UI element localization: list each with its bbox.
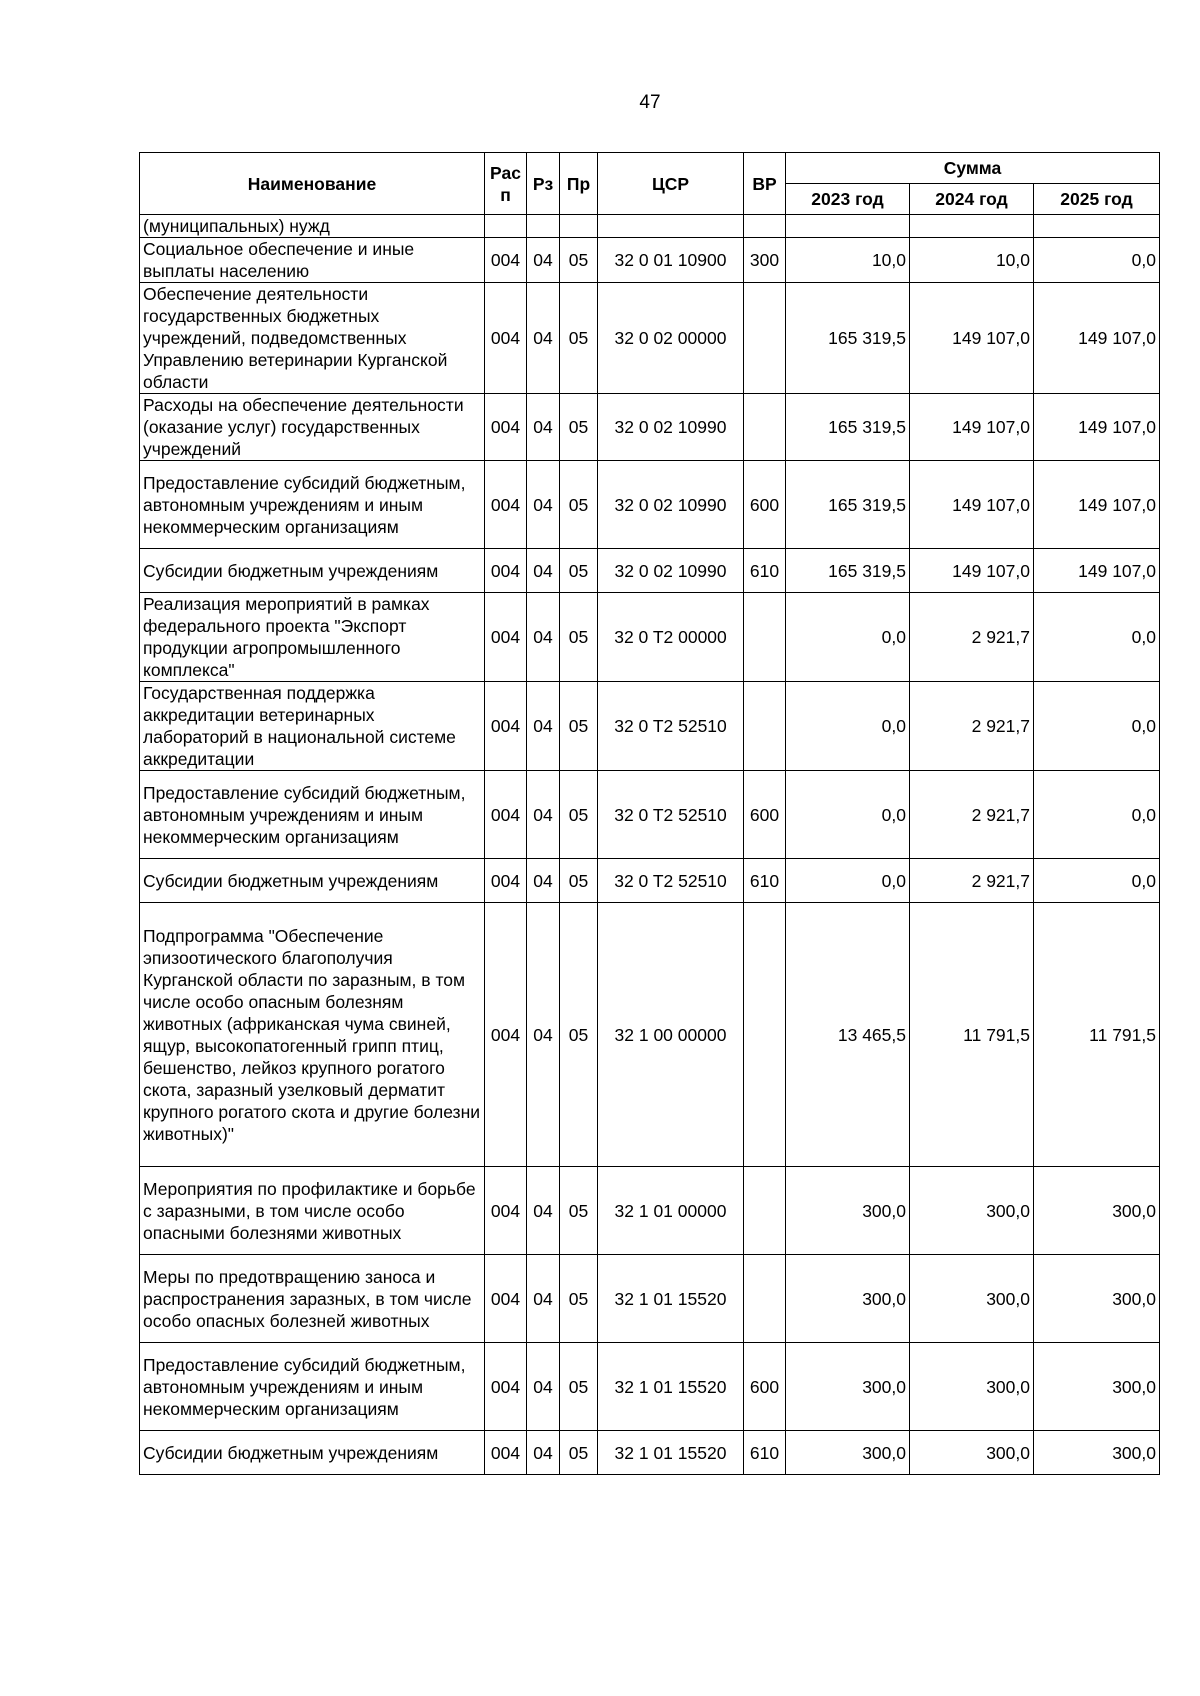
header-csr: ЦСР — [598, 153, 744, 215]
row-csr: 32 0 T2 52510 — [598, 682, 744, 771]
row-value-2024: 2 921,7 — [910, 859, 1034, 903]
row-value-2024: 300,0 — [910, 1431, 1034, 1475]
row-csr: 32 1 01 15520 — [598, 1431, 744, 1475]
row-name: Расходы на обеспечение деятельности (оказание услуг) государственных учреждений — [140, 394, 485, 461]
row-name: Предоставление субсидий бюджетным, автономным учреждениям и иным некоммерческим организациям — [140, 1343, 485, 1431]
row-rasp: 004 — [485, 771, 527, 859]
row-name: Меры по предотвращению заноса и распространения заразных, в том числе особо опасных болезней животных — [140, 1255, 485, 1343]
row-value-2025: 11 791,5 — [1034, 903, 1160, 1167]
row-rz: 04 — [527, 394, 560, 461]
row-value-2024: 300,0 — [910, 1255, 1034, 1343]
table-row — [140, 283, 1160, 394]
table-row — [140, 1167, 1160, 1255]
row-value-2023: 13 465,5 — [786, 903, 910, 1167]
row-vr — [744, 903, 786, 1167]
row-rasp: 004 — [485, 859, 527, 903]
row-rasp: 004 — [485, 682, 527, 771]
table-body — [140, 215, 1160, 1475]
row-vr: 610 — [744, 859, 786, 903]
row-csr: 32 0 T2 52510 — [598, 771, 744, 859]
row-pr: 05 — [560, 771, 598, 859]
row-rz: 04 — [527, 238, 560, 283]
row-pr: 05 — [560, 859, 598, 903]
row-value-2025: 149 107,0 — [1034, 394, 1160, 461]
row-name: Государственная поддержка аккредитации ветеринарных лабораторий в национальной системе аккредитации — [140, 682, 485, 771]
header-rasp: Рас п — [485, 153, 527, 215]
row-value-2024: 149 107,0 — [910, 461, 1034, 549]
row-rz: 04 — [527, 1167, 560, 1255]
row-vr — [744, 1255, 786, 1343]
row-value-2023: 300,0 — [786, 1167, 910, 1255]
row-pr: 05 — [560, 1167, 598, 1255]
row-rasp: 004 — [485, 1167, 527, 1255]
row-value-2024: 2 921,7 — [910, 682, 1034, 771]
row-vr: 600 — [744, 461, 786, 549]
row-value-2023: 165 319,5 — [786, 394, 910, 461]
row-pr: 05 — [560, 682, 598, 771]
row-rasp: 004 — [485, 283, 527, 394]
row-value-2025: 0,0 — [1034, 771, 1160, 859]
page-number: 47 — [639, 92, 661, 113]
row-vr — [744, 1167, 786, 1255]
row-name: Предоставление субсидий бюджетным, автономным учреждениям и иным некоммерческим организациям — [140, 771, 485, 859]
row-vr: 610 — [744, 549, 786, 593]
row-value-2023: 10,0 — [786, 238, 910, 283]
row-rz: 04 — [527, 549, 560, 593]
row-value-2023: 0,0 — [786, 682, 910, 771]
row-vr — [744, 215, 786, 238]
row-value-2025: 300,0 — [1034, 1343, 1160, 1431]
row-value-2023: 165 319,5 — [786, 549, 910, 593]
row-value-2023 — [786, 215, 910, 238]
row-vr — [744, 394, 786, 461]
row-value-2024: 2 921,7 — [910, 771, 1034, 859]
budget-table — [139, 152, 1160, 1475]
header-name: Наименование — [140, 153, 485, 215]
row-value-2025: 149 107,0 — [1034, 461, 1160, 549]
table-row — [140, 771, 1160, 859]
row-pr: 05 — [560, 1343, 598, 1431]
row-rasp: 004 — [485, 394, 527, 461]
row-name: Субсидии бюджетным учреждениям — [140, 1431, 485, 1475]
row-name: Мероприятия по профилактике и борьбе с заразными, в том числе особо опасными болезнями животных — [140, 1167, 485, 1255]
row-value-2023: 165 319,5 — [786, 461, 910, 549]
row-value-2023: 0,0 — [786, 859, 910, 903]
header-summa: Сумма — [786, 153, 1160, 184]
row-csr: 32 1 01 15520 — [598, 1255, 744, 1343]
row-value-2024: 149 107,0 — [910, 283, 1034, 394]
table-row — [140, 461, 1160, 549]
row-rasp: 004 — [485, 593, 527, 682]
row-value-2025: 0,0 — [1034, 682, 1160, 771]
row-value-2025: 0,0 — [1034, 859, 1160, 903]
header-pr: Пр — [560, 153, 598, 215]
row-name: (муниципальных) нужд — [140, 215, 485, 238]
table-row — [140, 1255, 1160, 1343]
row-csr — [598, 215, 744, 238]
row-pr: 05 — [560, 394, 598, 461]
table-row — [140, 394, 1160, 461]
row-rz: 04 — [527, 1255, 560, 1343]
row-rasp: 004 — [485, 1343, 527, 1431]
table-row — [140, 215, 1160, 238]
row-value-2024: 300,0 — [910, 1343, 1034, 1431]
row-rz: 04 — [527, 771, 560, 859]
row-value-2024: 149 107,0 — [910, 394, 1034, 461]
row-value-2024: 2 921,7 — [910, 593, 1034, 682]
row-value-2025: 300,0 — [1034, 1255, 1160, 1343]
row-value-2023: 300,0 — [786, 1343, 910, 1431]
row-value-2023: 300,0 — [786, 1255, 910, 1343]
header-rz: Рз — [527, 153, 560, 215]
row-csr: 32 0 02 00000 — [598, 283, 744, 394]
table-row — [140, 549, 1160, 593]
row-value-2025 — [1034, 215, 1160, 238]
row-value-2024 — [910, 215, 1034, 238]
row-value-2023: 0,0 — [786, 593, 910, 682]
row-name: Субсидии бюджетным учреждениям — [140, 549, 485, 593]
row-value-2023: 0,0 — [786, 771, 910, 859]
row-rasp: 004 — [485, 1431, 527, 1475]
header-year-2024: 2024 год — [910, 184, 1034, 215]
row-csr: 32 0 02 10990 — [598, 461, 744, 549]
row-rasp: 004 — [485, 903, 527, 1167]
row-rasp: 004 — [485, 238, 527, 283]
row-value-2025: 0,0 — [1034, 238, 1160, 283]
row-vr: 600 — [744, 771, 786, 859]
table-row — [140, 593, 1160, 682]
row-name: Реализация мероприятий в рамках федерального проекта "Экспорт продукции агропромышленного комплекса" — [140, 593, 485, 682]
row-name: Подпрограмма "Обеспечение эпизоотического благополучия Курганской области по заразным, в том числе особо опасным болезням животных (африканская чума свиней, ящур, высокопатогенный грипп птиц, бешенство, лейкоз крупного рогатого скота, заразный узелковый дерматит крупного рогатого скота и другие болезни животных)" — [140, 903, 485, 1167]
row-pr — [560, 215, 598, 238]
row-value-2025: 0,0 — [1034, 593, 1160, 682]
row-vr: 600 — [744, 1343, 786, 1431]
row-pr: 05 — [560, 1431, 598, 1475]
row-name: Субсидии бюджетным учреждениям — [140, 859, 485, 903]
row-pr: 05 — [560, 593, 598, 682]
table-header — [140, 153, 1160, 215]
row-csr: 32 0 01 10900 — [598, 238, 744, 283]
row-value-2025: 149 107,0 — [1034, 549, 1160, 593]
row-rz: 04 — [527, 1431, 560, 1475]
header-vr: ВР — [744, 153, 786, 215]
row-value-2025: 149 107,0 — [1034, 283, 1160, 394]
row-rasp: 004 — [485, 1255, 527, 1343]
row-value-2024: 300,0 — [910, 1167, 1034, 1255]
row-vr — [744, 283, 786, 394]
row-rz: 04 — [527, 682, 560, 771]
table-row — [140, 1343, 1160, 1431]
row-csr: 32 0 02 10990 — [598, 549, 744, 593]
table-row — [140, 859, 1160, 903]
row-csr: 32 0 T2 52510 — [598, 859, 744, 903]
table-row — [140, 682, 1160, 771]
table-row — [140, 1431, 1160, 1475]
row-vr — [744, 682, 786, 771]
row-vr: 300 — [744, 238, 786, 283]
row-pr: 05 — [560, 549, 598, 593]
row-csr: 32 0 T2 00000 — [598, 593, 744, 682]
row-value-2023: 165 319,5 — [786, 283, 910, 394]
row-csr: 32 0 02 10990 — [598, 394, 744, 461]
row-csr: 32 1 01 00000 — [598, 1167, 744, 1255]
row-rz: 04 — [527, 283, 560, 394]
row-value-2024: 149 107,0 — [910, 549, 1034, 593]
row-rz: 04 — [527, 1343, 560, 1431]
row-pr: 05 — [560, 461, 598, 549]
row-pr: 05 — [560, 1255, 598, 1343]
row-csr: 32 1 00 00000 — [598, 903, 744, 1167]
row-name: Предоставление субсидий бюджетным, автономным учреждениям и иным некоммерческим организациям — [140, 461, 485, 549]
row-rz: 04 — [527, 461, 560, 549]
header-year-2025: 2025 год — [1034, 184, 1160, 215]
row-name: Обеспечение деятельности государственных бюджетных учреждений, подведомственных Управлению ветеринарии Курганской области — [140, 283, 485, 394]
row-value-2023: 300,0 — [786, 1431, 910, 1475]
row-pr: 05 — [560, 283, 598, 394]
row-rasp: 004 — [485, 461, 527, 549]
table-row — [140, 238, 1160, 283]
row-csr: 32 1 01 15520 — [598, 1343, 744, 1431]
row-rz: 04 — [527, 903, 560, 1167]
row-value-2024: 11 791,5 — [910, 903, 1034, 1167]
row-rasp: 004 — [485, 549, 527, 593]
row-pr: 05 — [560, 903, 598, 1167]
row-value-2024: 10,0 — [910, 238, 1034, 283]
row-value-2025: 300,0 — [1034, 1431, 1160, 1475]
table-row — [140, 903, 1160, 1167]
row-vr: 610 — [744, 1431, 786, 1475]
row-name: Социальное обеспечение и иные выплаты населению — [140, 238, 485, 283]
row-vr — [744, 593, 786, 682]
row-rasp — [485, 215, 527, 238]
row-rz — [527, 215, 560, 238]
row-value-2025: 300,0 — [1034, 1167, 1160, 1255]
row-rz: 04 — [527, 859, 560, 903]
header-year-2023: 2023 год — [786, 184, 910, 215]
row-pr: 05 — [560, 238, 598, 283]
row-rz: 04 — [527, 593, 560, 682]
